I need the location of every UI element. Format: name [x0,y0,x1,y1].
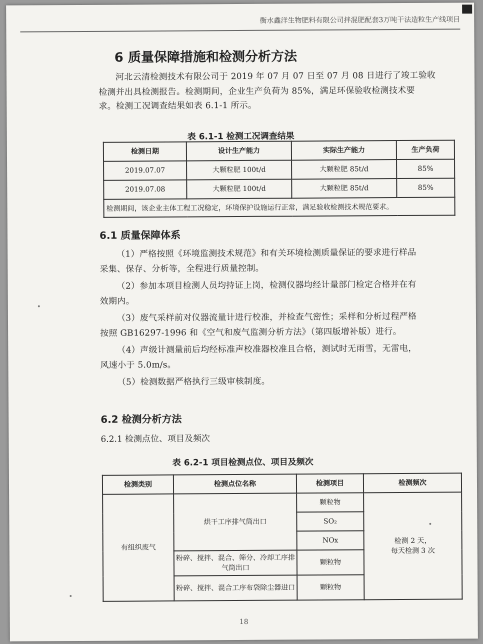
intro-line-2: 检测并出具检测报告。检测期间，企业生产负荷为 85%，满足环保验收检测技术要 [98,85,415,98]
item-3-line-2: 按照 GB16297-1996 和《空气和废气监测分析方法》（第四版增补版）进行。 [100,326,402,339]
cell-design-capacity: 大颗粒肥 100t/d [187,179,292,199]
section-6-2-1-title: 6.2.1 检测点位、项目及频次 [100,434,211,445]
table-note-row [104,197,455,217]
section-6-1-body [100,246,461,391]
header-load: 生产负荷 [396,140,454,159]
cell-design-capacity: 大颗粒肥 100t/d [187,160,292,180]
section-6-intro [98,69,458,115]
intro-line-1: 河北云清检测技术有限公司于 2019 年 07 月 07 日至 07 月 08 日进行了竣工验收 [115,70,436,83]
section-6-2-title: 6.2 检测分析方法 [100,414,182,426]
document-page [6,3,478,642]
cell-location: 烘干工序排气筒出口 [174,493,297,551]
cell-category: 有组织废气 [103,494,175,601]
cell-date: 2019.07.07 [104,161,187,181]
page-corner-mark [462,5,472,14]
item-1-line-1: （1）严格按照《环境监测技术规范》和有关环境检测质量保证的要求进行样品 [116,247,417,260]
header-item: 检测项目 [296,474,363,493]
item-2-line-1: （2）参加本项目检测人员均持证上岗，检测仪器均经计量部门检定合格并在有 [116,279,417,292]
header-actual-capacity: 实际生产能力 [291,141,396,161]
header-date: 检测日期 [103,142,186,162]
frequency-line-1: 检测 2 天， [394,536,432,546]
header-design-capacity: 设计生产能力 [186,141,291,161]
cell-location: 粉碎、搅拌、混合、筛分、冷却工序排气筒出口 [174,550,297,576]
header-frequency: 检测频次 [363,473,461,493]
table-row [103,492,462,513]
section-6-title: 6 质量保障措施和检测分析方法 [114,49,298,66]
table-6-1 [103,140,455,218]
table-row [104,159,455,180]
item-1-line-2: 采集、保存、分析等，全程进行质量控制。 [99,263,265,275]
cell-actual-capacity: 大颗粒肥 85t/d [292,160,397,180]
cell-item: SO₂ [297,512,364,531]
cell-location: 粉碎、搅拌、混合工序布袋除尘器进口 [174,575,297,601]
cell-date: 2019.07.08 [104,180,187,200]
table-note: 检测期间，该企业主体工程工况稳定，环境保护设施运行正常，满足验收检测技术规范要求。 [104,197,455,217]
table-header-row [103,140,454,161]
running-header: 衡水鑫洋生物肥料有限公司拌混肥配套3万吨干法造粒生产线项目 [259,15,461,25]
item-4-line-1: （4）声级计测量前后均经标准声校准器校准且合格，测试时无雨雪，无雷电， [117,343,417,356]
cell-actual-capacity: 大颗粒肥 85t/d [292,179,397,199]
item-2-line-2: 效期内。 [99,296,135,307]
intro-line-3: 求。检测工况调查结果如表 6.1-1 所示。 [98,100,257,112]
cell-item: 颗粒物 [297,550,364,575]
cell-load: 85% [397,178,455,197]
scan-speck [429,523,431,525]
cell-item: 颗粒物 [297,575,364,600]
cell-item: 颗粒物 [297,493,364,512]
table-header-row [102,473,461,494]
page-number: 18 [239,617,249,627]
scan-speck [38,305,40,307]
frequency-line-2: 每天检测 3 次 [390,546,435,556]
item-4-line-2: 风速小于 5.0m/s。 [100,359,177,371]
scan-speck [70,595,72,597]
cell-load: 85% [397,159,455,178]
table-row [104,178,455,199]
cell-frequency [364,492,463,600]
header-location: 检测点位名称 [173,474,296,494]
header-category: 检测类别 [102,475,173,494]
section-6-1-title: 6.1 质量保障体系 [99,230,181,242]
table-6-2-caption: 表 6.2-1 项目检测点位、项目及频次 [172,457,314,469]
table-6-1-caption: 表 6.1-1 检测工况调查结果 [187,131,295,143]
item-5-line-1: （5）检测数据严格执行三级审核制度。 [117,376,271,388]
item-3-line-1: （3）废气采样前对仪器流量计进行校准，并检查气密性；采样和分析过程严格 [116,311,417,324]
cell-item: NOx [297,531,364,550]
table-6-2 [102,473,463,602]
